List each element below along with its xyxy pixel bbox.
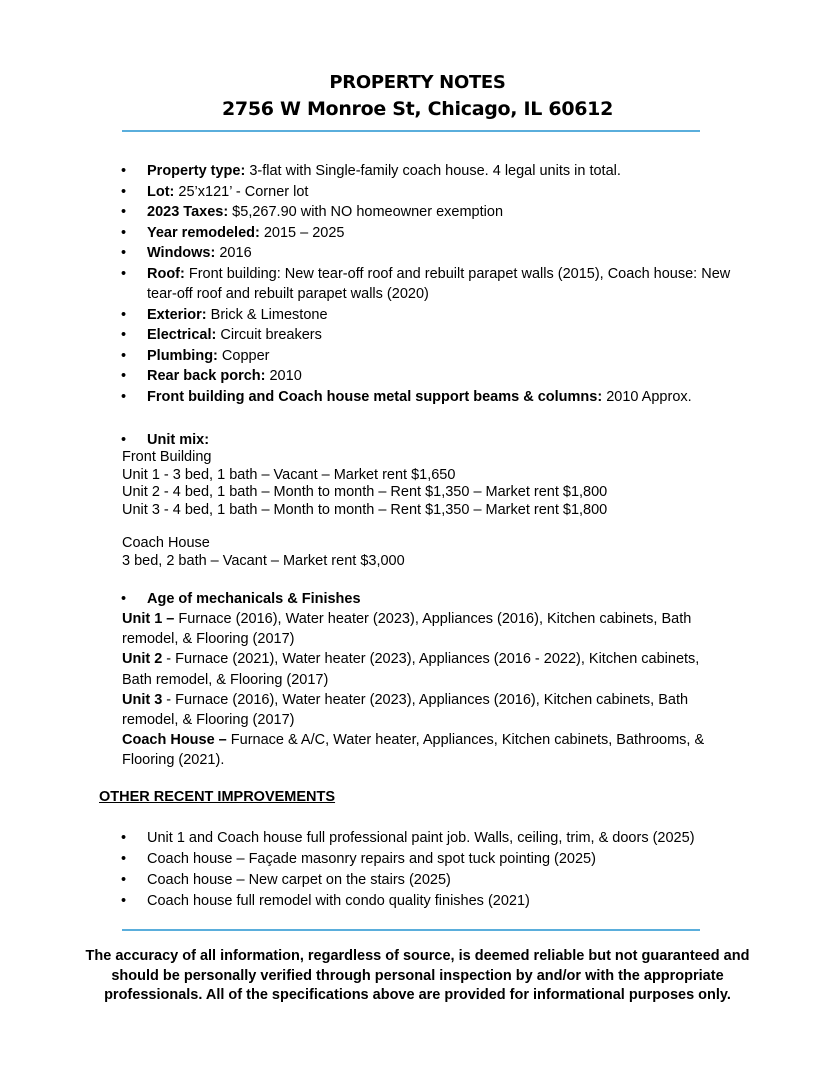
spec-value: 3-flat with Single-family coach house. 4 legal units in total. [245, 163, 621, 179]
list-item [121, 223, 731, 244]
improvements-list [121, 828, 741, 912]
unit-line: Unit 2 - 4 bed, 1 bath – Month to month – Rent $1,350 – Market rent $1,800 [122, 484, 608, 500]
bullet-icon: • [121, 388, 127, 405]
list-item [121, 264, 731, 305]
improvement-text: Coach house full remodel with condo quality finishes (2021) [147, 893, 530, 909]
bullet-icon: • [121, 163, 127, 179]
bullet-icon: • [121, 265, 127, 282]
list-item [121, 387, 731, 408]
list-item [121, 202, 731, 223]
bottom-divider [122, 929, 700, 931]
bullet-icon: • [121, 893, 127, 909]
spec-value: 2010 [265, 368, 302, 384]
list-item [121, 243, 731, 264]
mechanicals-unit-label: Coach House – [122, 732, 227, 749]
list-item [121, 161, 731, 182]
property-specs-list [121, 161, 731, 407]
top-divider [122, 130, 700, 132]
bullet-icon: • [121, 306, 127, 323]
spec-label: Year remodeled: [147, 224, 260, 241]
spec-label: Roof: [147, 265, 185, 282]
mechanicals-text: Furnace (2016), Water heater (2023), Appliances (2016), Kitchen cabinets, Bath remodel, & Flooring (2017) [122, 611, 692, 648]
bullet-icon: • [121, 347, 127, 364]
list-item [121, 325, 731, 346]
spec-value: 2016 [215, 245, 252, 261]
unit-line: 3 bed, 2 bath – Vacant – Market rent $3,000 [122, 552, 405, 569]
list-item [121, 870, 741, 891]
bullet-icon: • [121, 204, 127, 220]
property-address: 2756 W Monroe St, Chicago, IL 60612 [221, 98, 614, 120]
mechanicals-item [122, 730, 732, 770]
spec-value: 2010 Approx. [602, 388, 692, 405]
bullet-icon: • [121, 872, 127, 888]
spec-label: Lot: [147, 183, 175, 200]
coach-house-title: Coach House [122, 535, 210, 551]
mechanicals-list [122, 609, 732, 771]
front-building-units [122, 449, 742, 519]
spec-value: $5,267.90 with NO homeowner exemption [228, 204, 504, 220]
bullet-icon: • [121, 327, 127, 343]
coach-house-units [122, 535, 742, 570]
mechanicals-unit-label: Unit 1 – [122, 611, 175, 627]
bullet-icon: • [121, 830, 127, 846]
improvements-heading: OTHER RECENT IMPROVEMENTS [99, 789, 336, 805]
mechanicals-heading [121, 589, 361, 609]
bullet-icon: • [121, 224, 127, 241]
bullet-icon: • [121, 432, 127, 448]
list-item [121, 828, 741, 849]
spec-label: Property type: [147, 163, 246, 179]
list-item [121, 891, 741, 912]
mechanicals-text: - Furnace (2016), Water heater (2023), Appliances (2016), Kitchen cabinets, Bath remodel, & Flooring (2017) [122, 691, 689, 729]
spec-value: Copper [217, 347, 270, 364]
mechanicals-label: Age of mechanicals & Finishes [147, 591, 361, 607]
spec-label: Rear back porch: [147, 368, 266, 384]
spec-value: 25’x121’ - Corner lot [174, 183, 309, 200]
spec-label: Front building and Coach house metal support beams & columns: [147, 388, 603, 405]
spec-label: 2023 Taxes: [147, 204, 229, 220]
disclaimer: The accuracy of all information, regardless of source, is deemed reliable but not guaranteed and should be personally verified through personal inspection by and/or with the appropriate professionals. All of the specifications above are provided for informational purposes only. [85, 948, 750, 1003]
unit-line: Unit 1 - 3 bed, 1 bath – Vacant – Market rent $1,650 [122, 466, 456, 483]
improvement-text: Unit 1 and Coach house full professional paint job. Walls, ceiling, trim, & doors (2025) [147, 830, 695, 846]
mechanicals-unit-label: Unit 2 [122, 651, 163, 668]
mechanicals-text: Furnace & A/C, Water heater, Appliances, Kitchen cabinets, Bathrooms, & Flooring (2021). [122, 732, 705, 769]
list-item [121, 366, 731, 387]
mechanicals-item [122, 690, 732, 730]
improvement-text: Coach house – New carpet on the stairs (2025) [147, 872, 451, 888]
mechanicals-item [122, 609, 732, 649]
bullet-icon: • [121, 183, 127, 200]
unit-mix-label: Unit mix: [147, 432, 210, 448]
spec-value: 2015 – 2025 [259, 224, 345, 241]
list-item [121, 305, 731, 326]
mechanicals-item [122, 649, 732, 689]
list-item [121, 346, 731, 367]
mechanicals-unit-label: Unit 3 [122, 691, 163, 708]
bullet-icon: • [121, 245, 127, 261]
spec-value: Circuit breakers [216, 327, 322, 343]
list-item [121, 182, 731, 203]
bullet-icon: • [121, 591, 127, 607]
unit-mix-heading [121, 430, 209, 450]
spec-label: Electrical: [147, 327, 217, 343]
bullet-icon: • [121, 851, 127, 867]
improvement-text: Coach house – Façade masonry repairs and spot tuck pointing (2025) [147, 851, 596, 867]
mechanicals-text: - Furnace (2021), Water heater (2023), Appliances (2016 - 2022), Kitchen cabinets, Bath remodel, & Flooring (2017) [122, 651, 700, 688]
spec-value: Brick & Limestone [206, 306, 328, 323]
unit-line: Unit 3 - 4 bed, 1 bath – Month to month – Rent $1,350 – Market rent $1,800 [122, 501, 608, 518]
bullet-icon: • [121, 368, 127, 384]
page-title: PROPERTY NOTES [329, 72, 506, 93]
spec-label: Plumbing: [147, 347, 218, 364]
spec-label: Exterior: [147, 306, 207, 323]
spec-value: Front building: New tear-off roof and rebuilt parapet walls (2015), Coach house: New tear-off roof and rebuilt parapet walls (2020) [147, 265, 731, 302]
spec-label: Windows: [147, 245, 216, 261]
list-item [121, 849, 741, 870]
front-building-title: Front Building [122, 449, 212, 465]
